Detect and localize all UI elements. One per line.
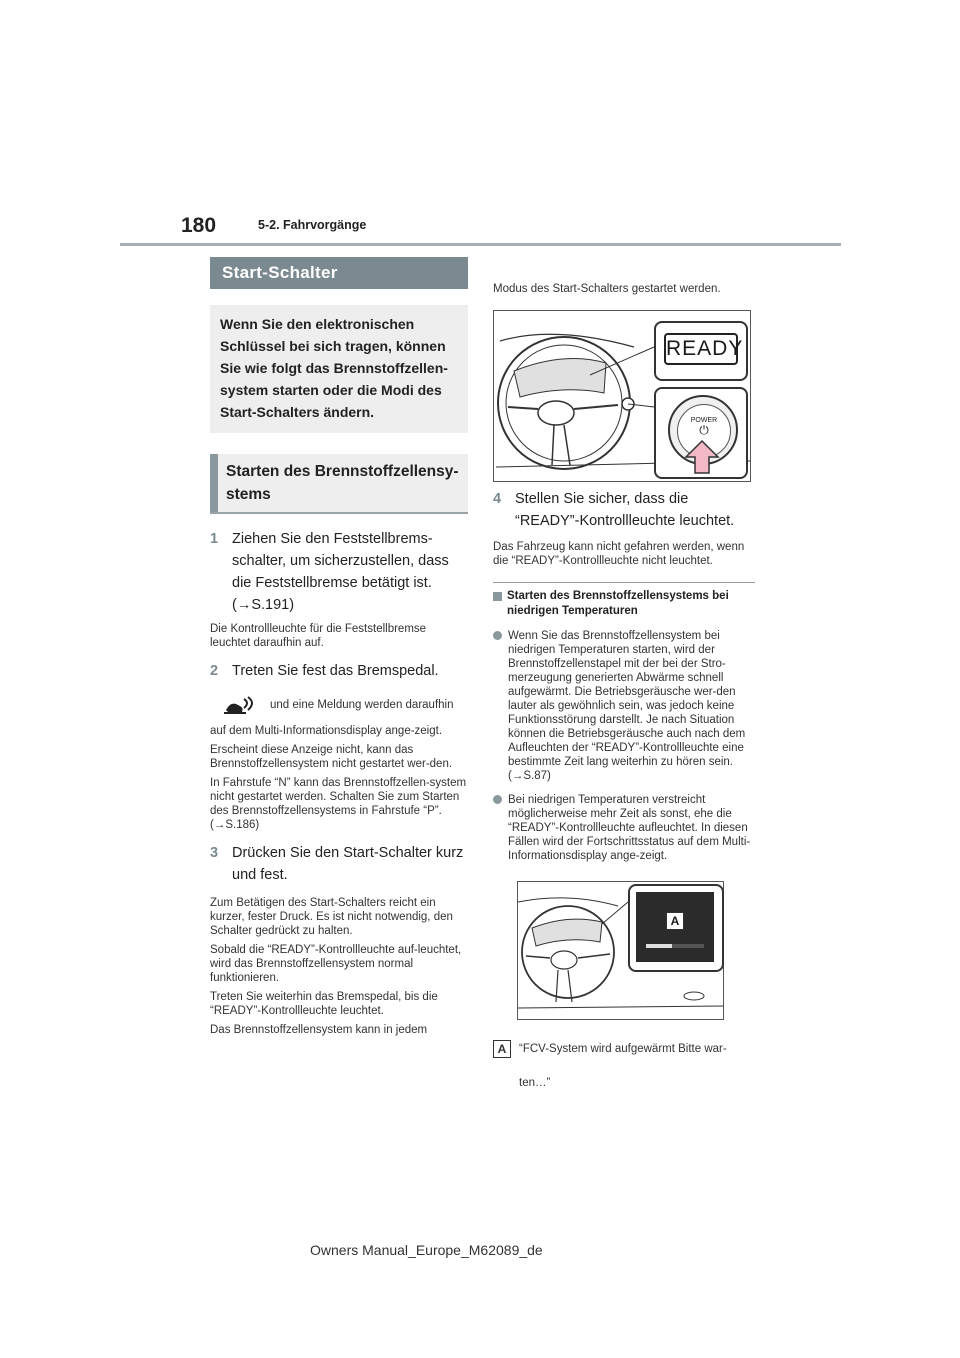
step-number: 2 [210,663,219,679]
divider [493,582,755,583]
bullet-dot-icon [493,795,502,804]
step-text: Drücken Sie den Start-Schalter kurz und fest. [232,845,464,883]
illustration-start-switch [493,310,751,482]
legend-badge: A [493,1040,511,1058]
continuation-text: Modus des Start-Schalters gestartet werden. [493,283,721,295]
notes-step-3 [210,896,468,1037]
press-arrow-icon [684,439,720,475]
legend-a [493,1032,755,1100]
icon-line-text: und eine Meldung werden daraufhin [270,699,454,711]
power-symbol-icon: ⏻ [699,423,709,437]
note-text: Sobald die “READY”-Kontrollleuchte auf-leuchtet, wird das Brennstoffzellensystem normal funktionieren. [210,944,462,984]
step-number: 1 [210,531,219,547]
power-callout [654,387,748,479]
note-text: Die Kontrollleuchte für die Feststellbremse leuchtet daraufhin auf. [210,623,427,649]
ready-indicator: READY [664,333,738,365]
section-title: Start-Schalter [210,257,468,289]
low-temp-heading [493,589,755,619]
footer-text: Owners Manual_Europe_M62089_de [310,1242,543,1258]
left-column [210,257,468,1042]
notes-step-2 [210,724,468,832]
note-text: In Fahrstufe “N” kann das Brennstoffzellen-system nicht gestartet werden. Schalten Sie zum Starten des Brennstoffzellensystems in Fahrstufe “P”. (→S.186) [210,777,467,831]
low-temp-heading-text: Starten des Brennstoffzellensystems bei niedrigen Temperaturen [507,590,729,617]
step-text: Stellen Sie sicher, dass die “READY”-Kontrollleuchte leuchtet. [515,491,735,529]
note-text: Treten Sie weiterhin das Bremspedal, bis die “READY”-Kontrollleuchte leuchtet. [210,991,438,1017]
progress-track [646,944,704,948]
note-text: Erscheint diese Anzeige nicht, kann das Brennstoffzellensystem nicht gestartet wer-den. [210,744,453,770]
step-number: 4 [493,491,502,507]
note-step-4: Das Fahrzeug kann nicht gefahren werden, wenn die “READY”-Kontrollleuchte nicht leuchtet. [493,541,745,567]
multi-info-display [636,892,714,962]
illustration-warmup-display [517,881,724,1020]
step-3 [210,842,468,886]
subhead-rule [210,512,468,514]
bullet-item [493,629,755,783]
step-1 [210,528,468,616]
step-text: Treten Sie fest das Bremspedal. [232,663,439,679]
bullet-text: Bei niedrigen Temperaturen verstreicht möglicherweise mehr Zeit als sonst, ehe die “READY”-Kontrollleuchte aufleuchtet. In diesen Fällen wird der Fortschrittsstatus auf dem Multi-Informationsdisplay ange-zeigt. [508,794,751,862]
note-text: auf dem Multi-Informationsdisplay ange-zeigt. [210,725,443,737]
power-label: POWER [690,417,718,424]
brake-foot-icon [220,694,260,716]
step-4 [493,488,755,532]
display-callout [628,884,724,972]
note-text: Zum Betätigen des Start-Schalters reicht ein kurzer, fester Druck. Es ist nicht notwendig, den Schalter gedrückt zu halten. [210,897,453,937]
header-rule [120,243,841,246]
section-label: 5-2. Fahrvorgänge [258,218,367,232]
bullet-dot-icon [493,631,502,640]
note-step-1 [210,622,468,650]
intro-box: Wenn Sie den elektronischen Schlüssel bei sich tragen, können Sie wie folgt das Brennstoffzellen-system starten oder die Modi des Start-Schalters ändern. [210,305,468,433]
progress-fill [646,944,672,948]
icon-line [210,694,468,716]
right-column [493,282,755,1100]
legend-text: “FCV-System wird aufgewärmt Bitte war-ten…” [519,1043,727,1089]
square-bullet-icon [493,592,502,601]
bullet-item [493,793,755,863]
page-number: 180 [181,214,217,237]
ready-callout [654,321,748,381]
step-text: Ziehen Sie den Feststellbrems-schalter, um sicherzustellen, dass die Feststellbremse betätigt ist. (→S.191) [232,531,449,613]
step-2 [210,660,468,682]
bullet-text: Wenn Sie das Brennstoffzellensystem bei niedrigen Temperaturen starten, wird der Brennstoffzellenstapel mit der bei der Stro-merzeugung generierten Abwärme schnell aufgewärmt. Die Betriebsgeräusche wer-den lauter als gewöhnlich sein, was jedoch keine Funktionsstörung darstellt. Je nach Situation können die Betriebsgeräusche auch nach dem Aufleuchten der “READY”-Kontrollleuchte eine bestimmte Zeit lang weiterhin zu hören sein. (→S.87) [508,630,746,782]
step-number: 3 [210,845,219,861]
subhead-start-system: Starten des Brennstoffzellensy-stems [210,454,468,512]
note-text: Das Brennstoffzellensystem kann in jedem [210,1024,428,1036]
callout-a: A [666,912,684,930]
